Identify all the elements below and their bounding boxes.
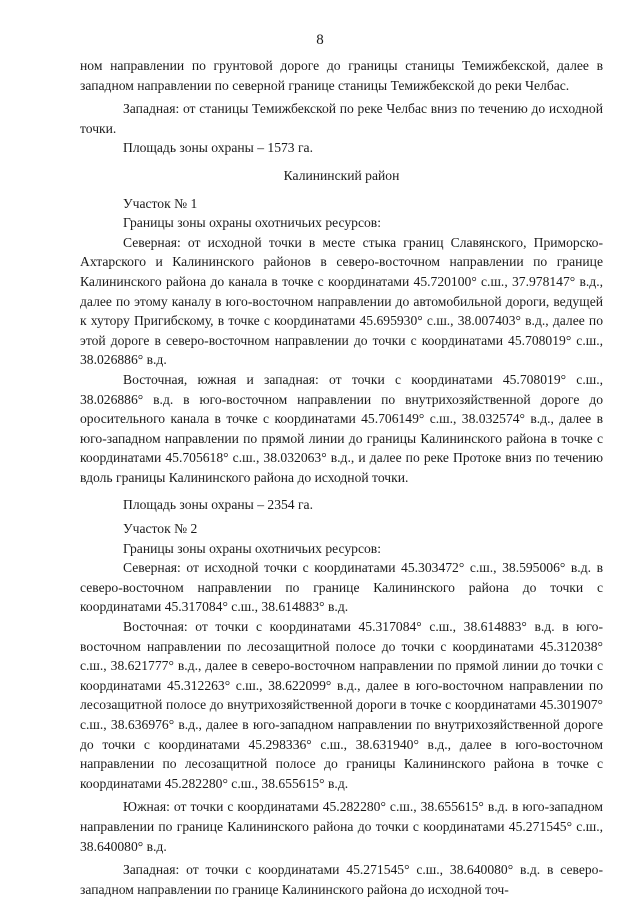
paragraph-east-south-west-boundary-1: Восточная, южная и западная: от точки с координатами 45.708019° с.ш., 38.026886° в.д. в юго-восточном направлении по внутрихозяйственной дороге до оросительного канала в точке с координатами 45.706149° с.ш., 38.032574° в.д., далее в юго-западном направлении по прямой линии до границы Калининского района в точке с координатами 45.705618° с.ш., 38.032063° в.д., и далее по реке Протоке вниз по течению вдоль границы Калининского района до исходной точки. bbox=[80, 371, 603, 485]
paragraph-south-boundary-2: Южная: от точки с координатами 45.282280° с.ш., 38.655615° в.д. в юго-западном направлении по границе Калининского района до точки с координатами 45.271545° с.ш., 38.640080° в.д. bbox=[80, 799, 603, 854]
page-number: 8 bbox=[316, 32, 324, 48]
section-heading-district: Калининский район bbox=[283, 167, 400, 183]
paragraph-north-boundary-1: Северная: от исходной точки в месте стыка границ Славянского, Приморско-Ахтарского и Калининского районов в северо-восточном направлении по границе Калининского района до канала в точке с координатами 45.720100° с.ш., 37.978147° в.д., далее по этому каналу в юго-восточном направлении до автомобильной дороги, ведущей к хутору Пригибскому, в точке с координатами 45.695930° с.ш., 38.007403° в.д., далее по этой дороге в северо-восточном направлении до точки с координатами 45.708019° с.ш., 38.026886° в.д. bbox=[80, 234, 603, 368]
paragraph-east-boundary-2: Восточная: от точки с координатами 45.317084° с.ш., 38.614883° в.д. в юго-восточном направлении по лесозащитной полосе до точки с координатами 45.312038° с.ш., 38.621777° в.д., далее в северо-восточном направлении по прямой линии до точки с координатами 45.312263° с.ш., 38.622099° в.д., далее в юго-восточном направлении по лесозащитной полосе до внутрихозяйственной дороги в точке с координатами 45.301907° с.ш., 38.636976° в.д., далее в юго-западном направлении по внутрихозяйственной дороге до точки с координатами 45.298336° с.ш., 38.631940° в.д., далее в юго-восточном направлении по лесозащитной полосе до границы Калининского района в точке с координатами 45.282280° с.ш., 38.655615° в.д. bbox=[80, 619, 603, 791]
document-body bbox=[80, 56, 603, 899]
paragraph-west-boundary-2: Западная: от точки с координатами 45.271545° с.ш., 38.640080° в.д. в северо-западном направлении по границе Калининского района до исходной точ- bbox=[80, 862, 603, 897]
boundaries-heading-2: Границы зоны охраны охотничьих ресурсов: bbox=[123, 540, 381, 556]
boundaries-heading-1: Границы зоны охраны охотничьих ресурсов: bbox=[123, 215, 381, 231]
paragraph-area: Площадь зоны охраны – 1573 га. bbox=[123, 140, 313, 156]
plot-heading-1: Участок № 1 bbox=[123, 195, 198, 211]
plot-heading-2: Участок № 2 bbox=[123, 521, 198, 537]
paragraph-area-1: Площадь зоны охраны – 2354 га. bbox=[123, 497, 313, 513]
paragraph-north-boundary-2: Северная: от исходной точки с координатами 45.303472° с.ш., 38.595006° в.д. в северо-восточном направлении по границе Калининского района до точки с координатами 45.317084° с.ш., 38.614883° в.д. bbox=[80, 560, 603, 615]
paragraph-west-boundary: Западная: от станицы Темижбекской по реке Челбас вниз по течению до исходной точки. bbox=[80, 101, 603, 136]
paragraph-continuation: ном направлении по грунтовой дороге до границы станицы Темижбекской, далее в западном направлении по северной границе станицы Темижбекской до реки Челбас. bbox=[80, 58, 603, 93]
